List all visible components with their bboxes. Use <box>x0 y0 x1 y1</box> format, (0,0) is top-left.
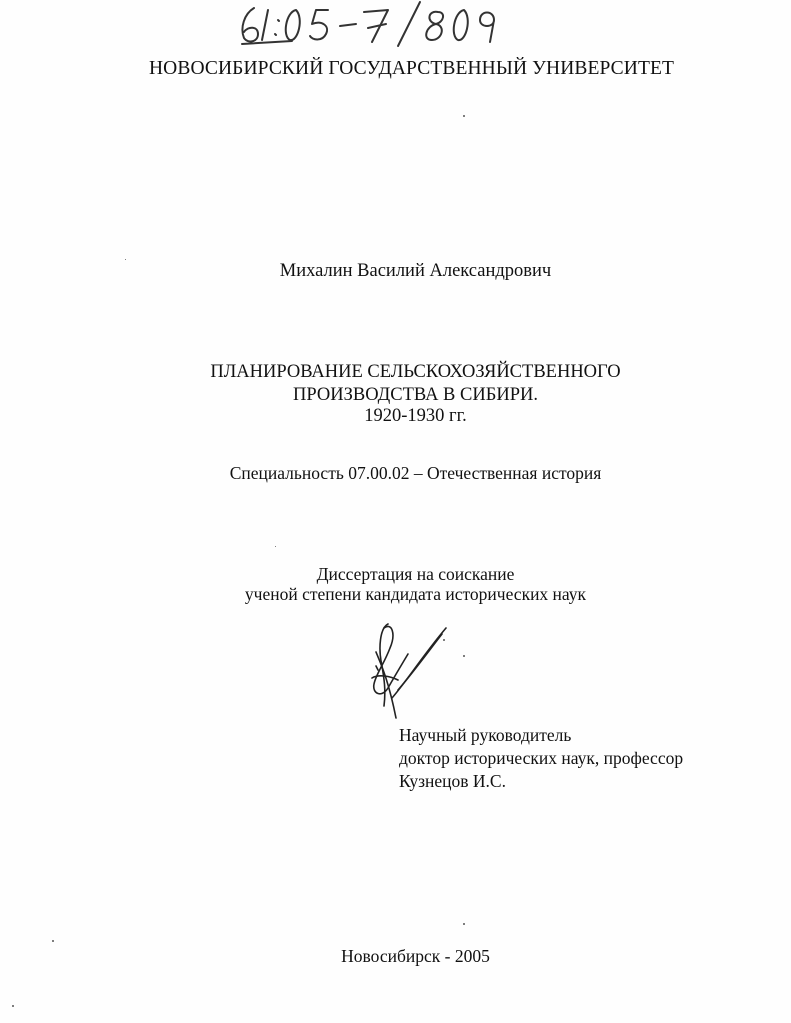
dissertation-title-line-1: ПЛАНИРОВАНИЕ СЕЛЬСКОХОЗЯЙСТВЕННОГО <box>210 362 621 382</box>
scan-speck <box>52 940 54 942</box>
dissertation-title-years: 1920-1930 гг. <box>364 406 467 426</box>
dissertation-title-line-2: ПРОИЗВОДСТВА В СИБИРИ. <box>293 385 538 405</box>
handwritten-archive-code <box>232 0 532 50</box>
supervisor-degree: доктор исторических наук, профессор <box>399 748 684 768</box>
university-name: НОВОСИБИРСКИЙ ГОСУДАРСТВЕННЫЙ УНИВЕРСИТЕТ <box>148 58 674 79</box>
scan-speck <box>125 259 126 260</box>
specialty: Специальность 07.00.02 – Отечественная история <box>229 463 602 483</box>
scan-speck <box>275 546 276 547</box>
handwritten-archive-code-drawing <box>232 0 532 50</box>
supervisor-block <box>399 724 683 793</box>
handwritten-signature <box>362 618 452 720</box>
scan-speck <box>463 115 465 117</box>
dissertation-purpose-line-2: ученой степени кандидата исторических наук <box>244 584 587 604</box>
scan-speck <box>463 655 465 657</box>
supervisor-role: Научный руководитель <box>399 725 572 745</box>
scan-speck <box>443 639 445 641</box>
signature-drawing <box>362 618 452 720</box>
scan-speck <box>12 1005 14 1007</box>
city-and-year: Новосибирск - 2005 <box>341 946 490 966</box>
dissertation-purpose-line-1: Диссертация на соискание <box>316 564 515 584</box>
author-name: Михалин Василий Александрович <box>279 261 552 281</box>
scan-speck <box>463 923 465 925</box>
supervisor-name: Кузнецов И.С. <box>399 771 506 791</box>
